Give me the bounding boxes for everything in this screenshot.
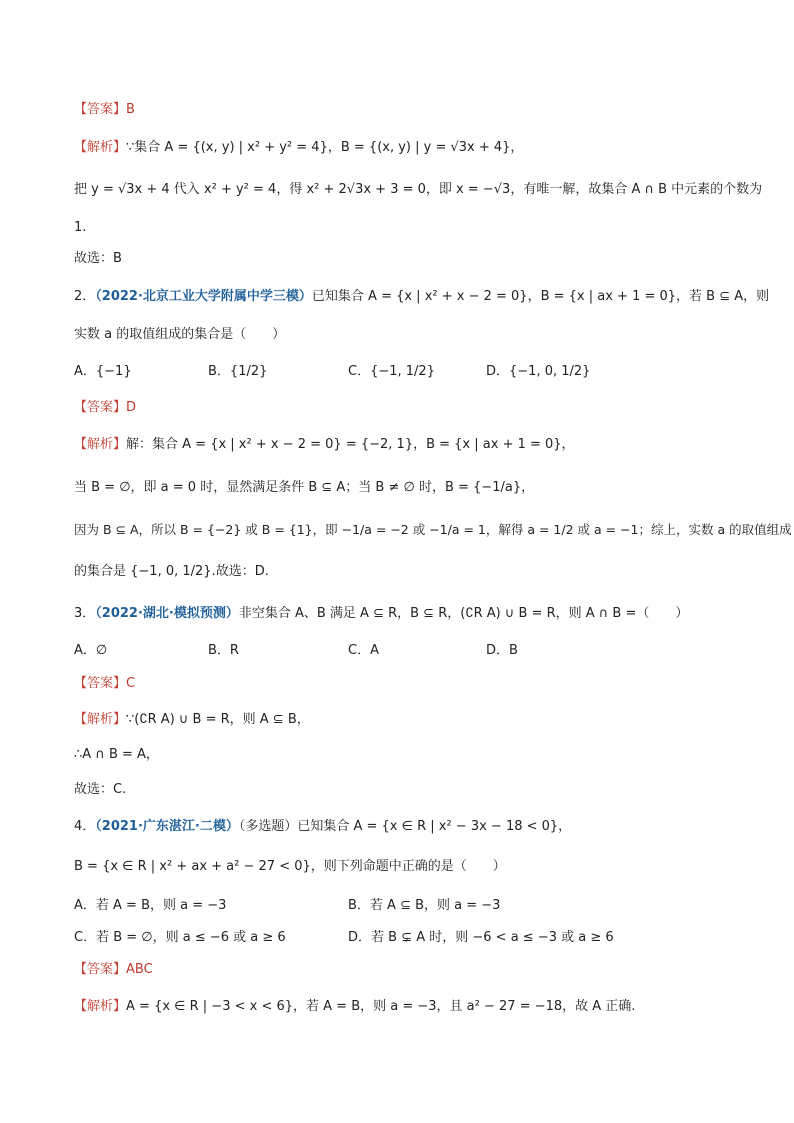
q2-option-b: B．{1/2} — [208, 364, 268, 379]
q2-analysis-line1 — [74, 435, 575, 455]
analysis-tag: 【解析】 — [74, 999, 127, 1014]
q3-conclusion: 故选：C. — [74, 782, 127, 797]
q3-analysis-line2: ∴A ∩ B = A， — [74, 747, 159, 762]
question-source: （2022·北京工业大学附属中学三模） — [95, 289, 312, 304]
question-source: （2022·湖北·模拟预测） — [95, 606, 239, 621]
q4-stem-line1 — [74, 817, 571, 837]
q2-analysis-line4: 的集合是 {−1, 0, 1/2}.故选：D. — [74, 564, 269, 579]
q2-stem-line1 — [74, 287, 769, 307]
q4-answer-line — [74, 960, 153, 980]
analysis-text: 解：集合 A = {x | x² + x − 2 = 0} = {−2, 1}，B = {x | ax + 1 = 0}， — [126, 437, 575, 452]
q2-option-d: D．{−1, 0, 1/2} — [486, 364, 591, 379]
answer-value: D — [126, 400, 137, 415]
stem-text: 已知集合 A = {x | x² + x − 2 = 0}，B = {x | ax + 1 = 0}，若 B ⊆ A，则 — [311, 289, 770, 304]
q2-option-c: C．{−1, 1/2} — [348, 364, 435, 379]
q1-conclusion: 故选：B — [74, 251, 122, 266]
answer-value: C — [126, 676, 136, 691]
q2-option-a: A．{−1} — [74, 364, 132, 379]
q2-stem-line2: 实数 a 的取值组成的集合是（ ） — [74, 327, 286, 342]
answer-tag: 【答案】 — [74, 102, 127, 117]
q4-option-d: D．若 B ⊊ A 时，则 −6 < a ≤ −3 或 a ≥ 6 — [348, 930, 614, 945]
q1-analysis-line3: 1. — [74, 220, 87, 235]
answer-value: ABC — [126, 962, 153, 977]
q4-analysis-line1 — [74, 997, 635, 1017]
q3-stem — [74, 604, 688, 624]
stem-text: （多选题）已知集合 A = {x ∈ R | x² − 3x − 18 < 0}， — [238, 819, 572, 834]
answer-value: B — [126, 102, 135, 117]
q2-answer-line — [74, 398, 136, 418]
stem-text: 非空集合 A、B 满足 A ⊆ R，B ⊆ R，(∁R A) ∪ B = R，则 A ∩ B =（ ） — [238, 606, 689, 621]
q1-analysis-line1 — [74, 138, 523, 158]
answer-tag: 【答案】 — [74, 962, 127, 977]
q3-analysis-line1 — [74, 710, 310, 730]
q2-analysis-line3: 因为 B ⊆ A，所以 B = {−2} 或 B = {1}，即 −1/a = −2 或 −1/a = 1，解得 a = 1/2 或 a = −1；综上，实数 a 的取值组成 — [74, 522, 792, 537]
q4-option-b: B．若 A ⊆ B，则 a = −3 — [348, 898, 501, 913]
analysis-tag: 【解析】 — [74, 140, 127, 155]
q3-option-a: A．∅ — [74, 643, 108, 658]
analysis-tag: 【解析】 — [74, 437, 127, 452]
analysis-text: A = {x ∈ R | −3 < x < 6}，若 A = B，则 a = −3，且 a² − 27 = −18，故 A 正确. — [126, 999, 636, 1014]
q4-option-c: C．若 B = ∅，则 a ≤ −6 或 a ≥ 6 — [74, 930, 286, 945]
analysis-tag: 【解析】 — [74, 712, 127, 727]
question-number: 3． — [74, 606, 96, 621]
answer-tag: 【答案】 — [74, 676, 127, 691]
question-number: 2． — [74, 289, 96, 304]
q3-answer-line — [74, 674, 135, 694]
q4-stem-line2: B = {x ∈ R | x² + ax + a² − 27 < 0}，则下列命题中正确的是（ ） — [74, 859, 506, 874]
q3-option-b: B．R — [208, 643, 239, 658]
q1-answer-line — [74, 100, 135, 120]
q3-option-d: D．B — [486, 643, 518, 658]
analysis-text: ∵(∁R A) ∪ B = R，则 A ⊆ B， — [126, 712, 310, 727]
question-number: 4． — [74, 819, 96, 834]
q1-analysis-line2: 把 y = √3x + 4 代入 x² + y² = 4，得 x² + 2√3x + 3 = 0，即 x = −√3，有唯一解，故集合 A ∩ B 中元素的个数为 — [74, 182, 763, 197]
answer-tag: 【答案】 — [74, 400, 127, 415]
q2-analysis-line2: 当 B = ∅，即 a = 0 时，显然满足条件 B ⊆ A；当 B ≠ ∅ 时，B = {−1/a}， — [74, 480, 535, 495]
q4-option-a: A．若 A = B，则 a = −3 — [74, 898, 227, 913]
q3-option-c: C．A — [348, 643, 379, 658]
question-source: （2021·广东湛江·二模） — [95, 819, 239, 834]
analysis-text: ∵集合 A = {(x, y) | x² + y² = 4}，B = {(x, y) | y = √3x + 4}， — [126, 140, 524, 155]
